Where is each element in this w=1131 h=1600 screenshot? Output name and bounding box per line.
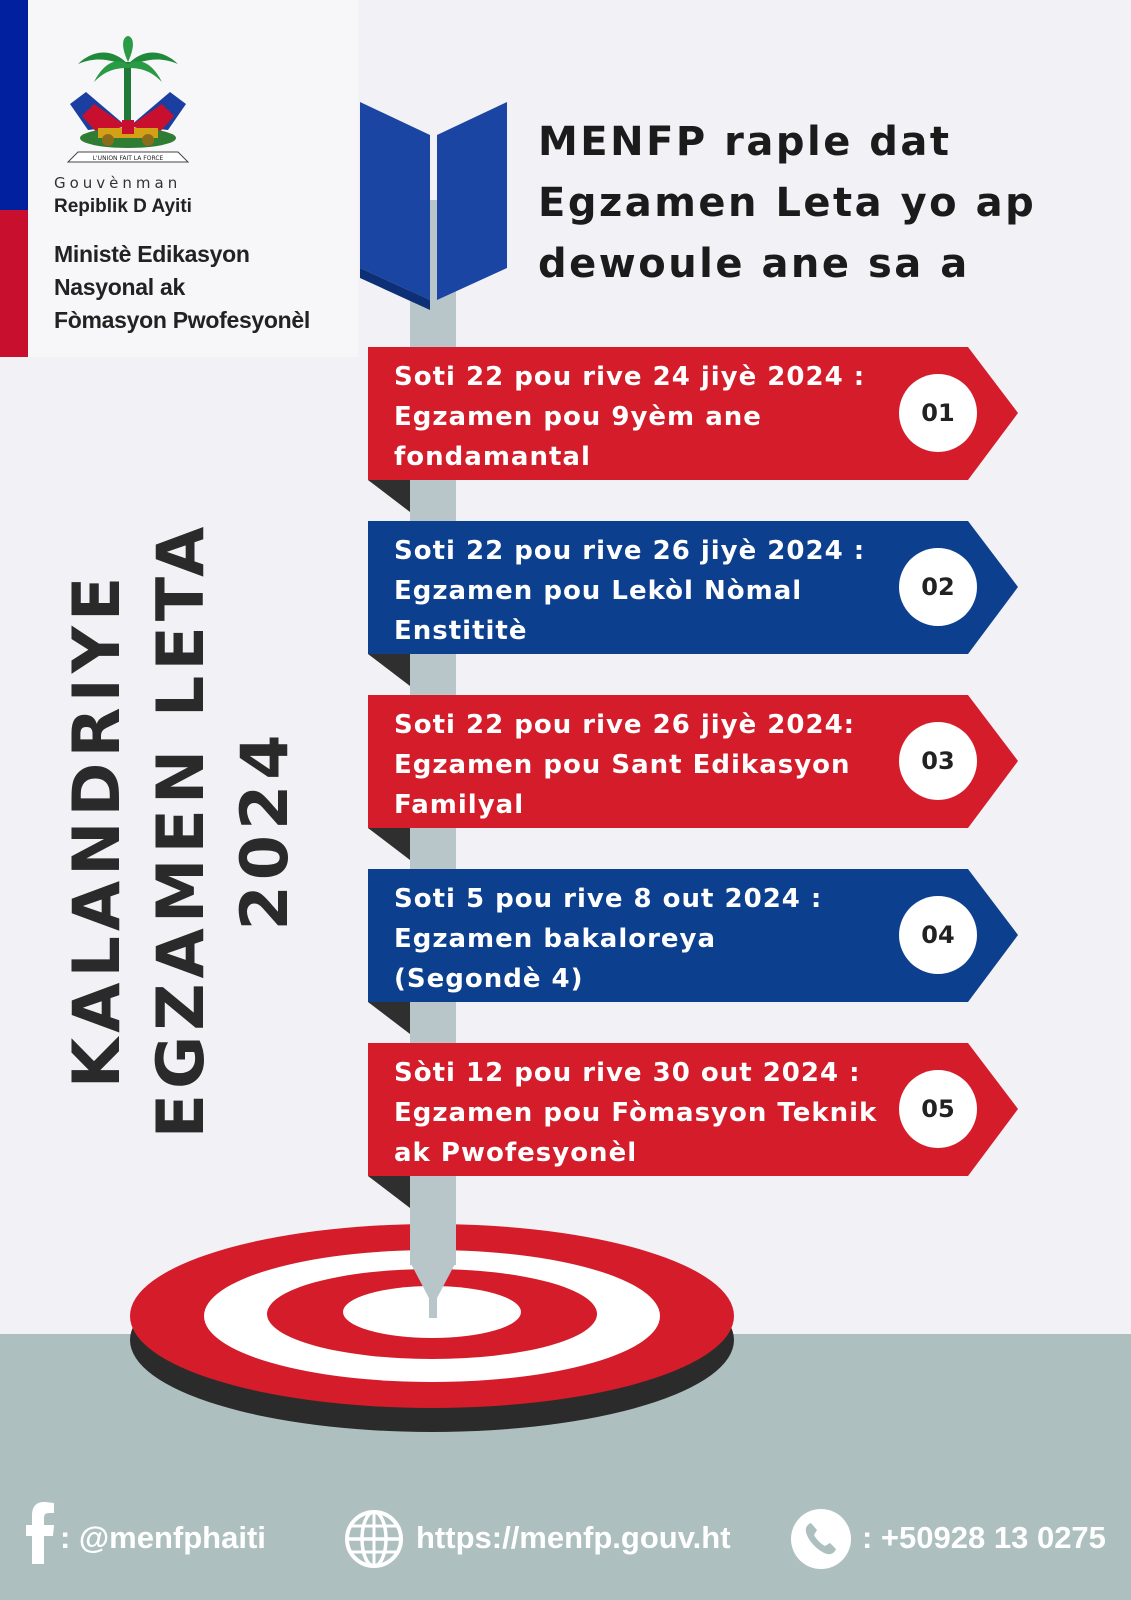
fold-1 [368, 480, 410, 512]
step-number-badge: 02 [899, 548, 977, 626]
exam-step-3: Soti 22 pou rive 26 jiyè 2024: Egzamen pou Sant Edikasyon Familyal 03 [368, 695, 1018, 828]
fold-2 [368, 654, 410, 686]
step-number-badge: 04 [899, 896, 977, 974]
step-number-badge: 05 [899, 1070, 977, 1148]
government-label: Gouvènman [54, 174, 182, 192]
fold-4 [368, 1002, 410, 1034]
step-number-badge: 03 [899, 722, 977, 800]
exam-step-1: Soti 22 pou rive 24 jiyè 2024 : Egzamen pou 9yèm ane fondamantal 01 [368, 347, 1018, 480]
headline: MENFP raple dat Egzamen Leta yo ap dewoule ane sa a [538, 119, 1037, 287]
fold-5 [368, 1176, 410, 1208]
exam-step-4: Soti 5 pou rive 8 out 2024 : Egzamen bakaloreya (Segondè 4) 04 [368, 869, 1018, 1002]
vertical-title: KALANDRIYE EGZAMEN LETA 2024 [60, 521, 303, 1139]
republic-label: Repiblik D Ayiti [54, 196, 192, 217]
svg-text:L'UNION FAIT LA FORCE: L'UNION FAIT LA FORCE [92, 155, 164, 162]
facebook-handle[interactable]: : @menfphaiti [60, 1520, 266, 1555]
website-link[interactable]: https://menfp.gouv.ht [416, 1520, 731, 1555]
facebook-icon[interactable] [26, 1502, 54, 1564]
fold-3 [368, 828, 410, 860]
phone-icon [790, 1508, 852, 1570]
arrow-fletch-right [437, 102, 507, 300]
flag-stripe-blue [0, 0, 28, 210]
arrow-fletch-left [360, 102, 430, 300]
ministry-name: Ministè Edikasyon Nasyonal ak Fòmasyon Pwofesyonèl [54, 241, 311, 333]
phone-number[interactable]: : +50928 13 0275 [862, 1520, 1106, 1555]
globe-icon [345, 1510, 403, 1568]
arrow-point [429, 1292, 437, 1318]
step-number-badge: 01 [899, 374, 977, 452]
exam-step-5: Sòti 12 pou rive 30 out 2024 : Egzamen pou Fòmasyon Teknik ak Pwofesyonèl 05 [368, 1043, 1018, 1176]
exam-step-2: Soti 22 pou rive 26 jiyè 2024 : Egzamen pou Lekòl Nòmal Enstititè 02 [368, 521, 1018, 654]
coat-of-arms-icon [48, 34, 208, 169]
